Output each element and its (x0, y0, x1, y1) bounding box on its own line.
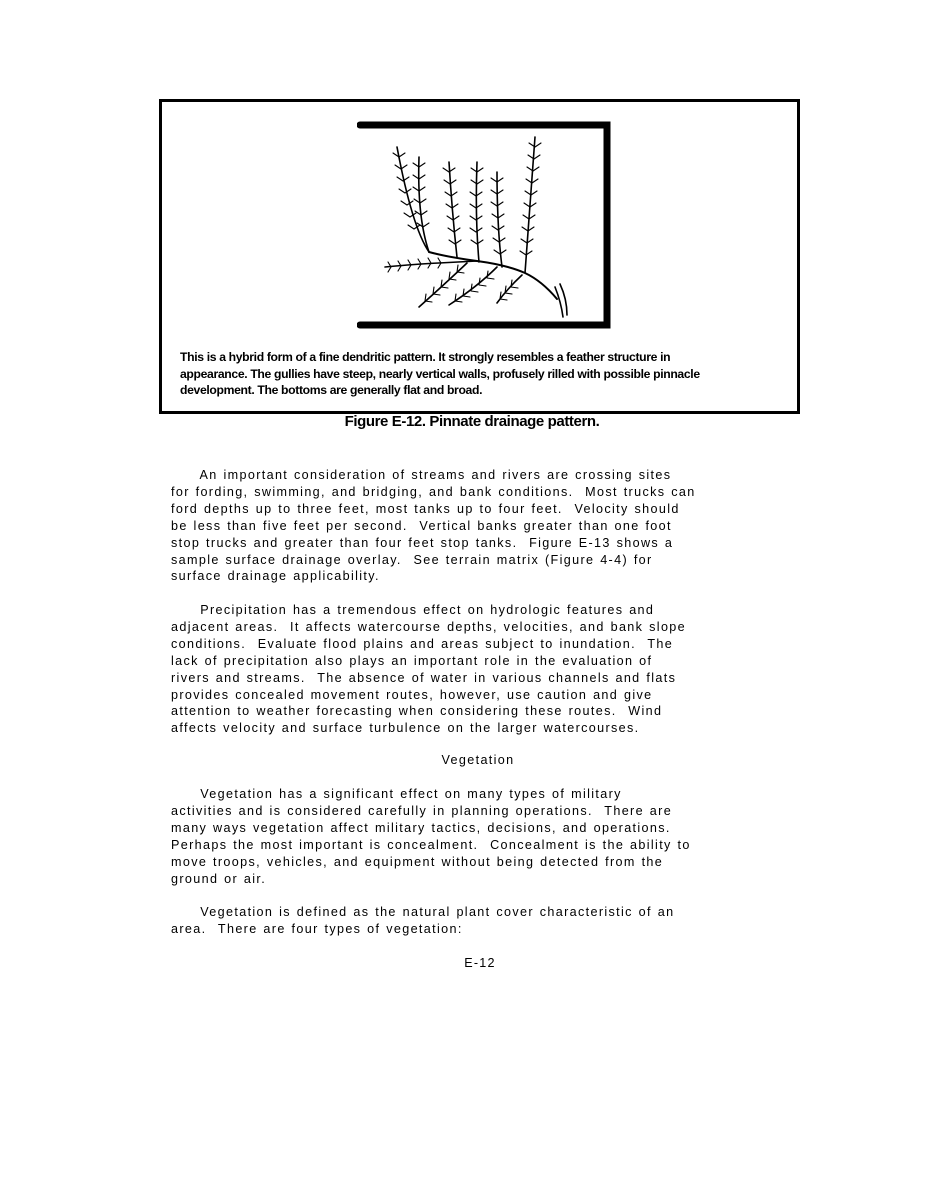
text-line: rivers and streams. The absence of water in various channels and flats (171, 670, 677, 685)
paragraph-precipitation (171, 602, 791, 737)
caption-line: development. The bottoms are generally flat and broad. (180, 383, 483, 397)
text-line: affects velocity and surface turbulence on the larger watercourses. (171, 721, 640, 736)
caption-line: appearance. The gullies have steep, nearly vertical walls, profusely rilled with possible pinnacle (180, 366, 700, 381)
text-line: lack of precipitation also plays an important role in the evaluation of (171, 653, 653, 668)
text-line: many ways vegetation affect military tactics, decisions, and operations. (171, 820, 671, 835)
section-heading-vegetation: Vegetation (441, 753, 515, 767)
text-line: ground or air. (171, 871, 267, 886)
caption-line: This is a hybrid form of a fine dendritic pattern. It strongly resembles a feather structure in (180, 350, 671, 364)
text-line: for fording, swimming, and bridging, and bank conditions. Most trucks can (171, 484, 696, 499)
text-line: attention to weather forecasting when considering these routes. Wind (171, 704, 663, 719)
text-line: be less than five feet per second. Vertical banks greater than one foot (171, 518, 672, 533)
figure-frame (159, 99, 800, 414)
text-line: Perhaps the most important is concealment. Concealment is the ability to (171, 837, 691, 852)
text-line: An important consideration of streams and rivers are crossing sites (171, 468, 672, 482)
text-line: Vegetation is defined as the natural plant cover characteristic of an (171, 905, 675, 919)
text-line: Vegetation has a significant effect on many types of military (171, 787, 622, 801)
paragraph-vegetation-definition (171, 904, 791, 938)
pinnate-drainage-diagram (357, 117, 617, 332)
paragraph-vegetation-effect (171, 786, 791, 887)
text-line: area. There are four types of vegetation: (171, 921, 463, 936)
text-line: surface drainage applicability. (171, 569, 380, 584)
text-line: sample surface drainage overlay. See terrain matrix (Figure 4-4) for (171, 552, 653, 567)
text-line: Precipitation has a tremendous effect on hydrologic features and (171, 603, 655, 617)
text-line: activities and is considered carefully in planning operations. There are (171, 803, 673, 818)
paragraph-crossing-sites (171, 467, 791, 585)
text-line: provides concealed movement routes, however, use caution and give (171, 687, 653, 702)
main-channel (429, 252, 557, 299)
text-line: move troops, vehicles, and equipment without being detected from the (171, 854, 664, 869)
text-line: stop trucks and greater than four feet stop tanks. Figure E-13 shows a (171, 535, 674, 550)
figure-title: Figure E-12. Pinnate drainage pattern. (344, 413, 600, 430)
page-number: E-12 (464, 956, 496, 970)
diagram-bracket (360, 125, 607, 325)
text-line: conditions. Evaluate flood plains and areas subject to inundation. The (171, 636, 674, 651)
text-line: ford depths up to three feet, most tanks up to four feet. Velocity should (171, 501, 680, 516)
text-line: adjacent areas. It affects watercourse depths, velocities, and bank slope (171, 619, 687, 634)
figure-caption (180, 349, 790, 399)
